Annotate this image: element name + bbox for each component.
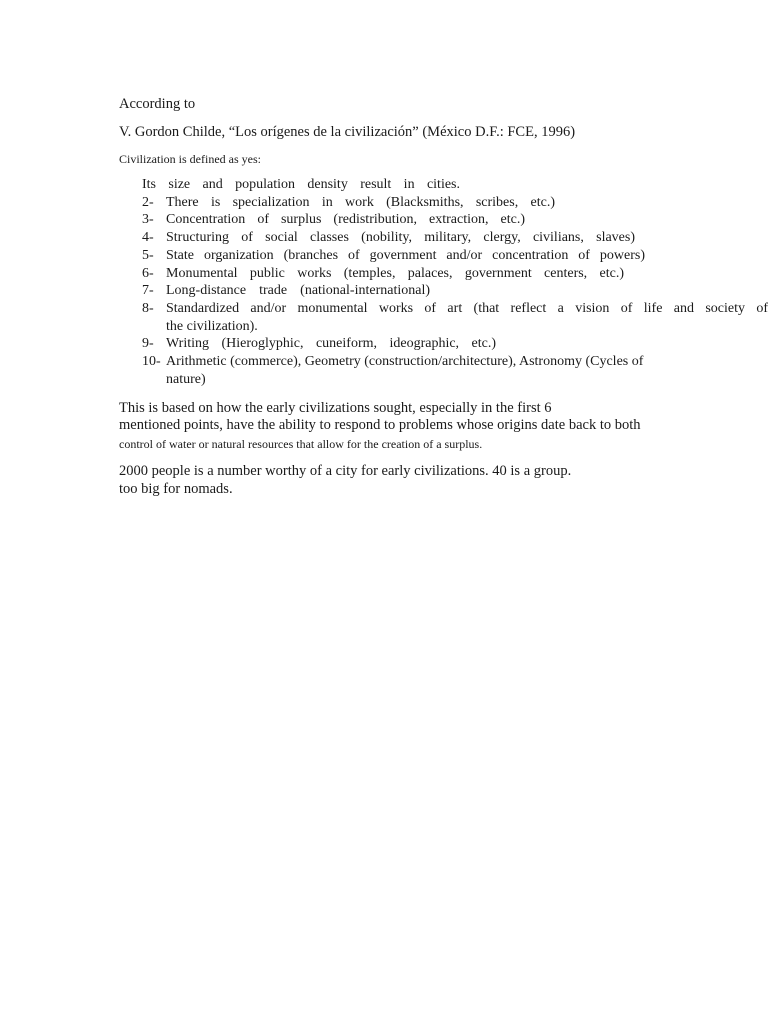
list-item-number: 6-	[142, 265, 154, 281]
list-item-number: 7-	[142, 283, 154, 299]
list-item-number: 8-	[142, 300, 154, 316]
list-item-text-continued: the civilization).	[166, 318, 258, 334]
heading-according-to: According to	[119, 96, 196, 112]
list-item	[142, 353, 768, 388]
list-item-number: 10-	[142, 354, 161, 370]
list-item-text: Long-distance trade (national-international)	[166, 283, 430, 299]
list-item-text: Writing (Hieroglyphic, cuneiform, ideographic, etc.)	[166, 336, 496, 352]
paragraph-1-line-2: mentioned points, have the ability to respond to problems whose origins date back to both	[119, 417, 641, 433]
definition-intro: Civilization is defined as yes:	[119, 152, 261, 166]
list-item-number: 5-	[142, 247, 154, 263]
list-item	[142, 300, 768, 335]
list-item-text: Arithmetic (commerce), Geometry (construction/architecture), Astronomy (Cycles of	[166, 354, 644, 370]
list-item-number: 3-	[142, 212, 154, 228]
citation: V. Gordon Childe, “Los orígenes de la civilización” (México D.F.: FCE, 1996)	[119, 124, 576, 140]
list-item	[142, 247, 768, 265]
list-item	[142, 194, 768, 212]
list-item-text-continued: nature)	[166, 371, 206, 387]
list-item-text: There is specialization in work (Blacksmiths, scribes, etc.)	[166, 194, 555, 210]
list-item-text: Structuring of social classes (nobility, military, clergy, civilians, slaves)	[166, 230, 635, 246]
list-item	[142, 335, 768, 353]
list-item-number: 9-	[142, 336, 154, 352]
paragraph-1-line-1: This is based on how the early civilizations sought, especially in the first 6	[119, 400, 552, 416]
list-item	[142, 282, 768, 300]
paragraph-2-line-1: 2000 people is a number worthy of a city for early civilizations. 40 is a group.	[119, 463, 572, 479]
list-item	[142, 265, 768, 283]
paragraph-2-line-2: too big for nomads.	[119, 481, 233, 497]
list-item-number: 4-	[142, 230, 154, 246]
civilization-criteria-list	[142, 176, 768, 388]
list-item	[142, 211, 768, 229]
list-item-text: Monumental public works (temples, palaces, government centers, etc.)	[166, 265, 624, 281]
list-item-number: 2-	[142, 194, 154, 210]
list-item-text: State organization (branches of government and/or concentration of powers)	[166, 247, 645, 263]
list-item	[142, 176, 768, 194]
list-item-text: Concentration of surplus (redistribution, extraction, etc.)	[166, 212, 525, 228]
list-item-text: Standardized and/or monumental works of art (that reflect a vision of life and society of	[166, 300, 768, 316]
list-item-text: Its size and population density result in cities.	[142, 177, 460, 192]
paragraph-1-line-3: control of water or natural resources that allow for the creation of a surplus.	[119, 437, 483, 451]
list-item	[142, 229, 768, 247]
